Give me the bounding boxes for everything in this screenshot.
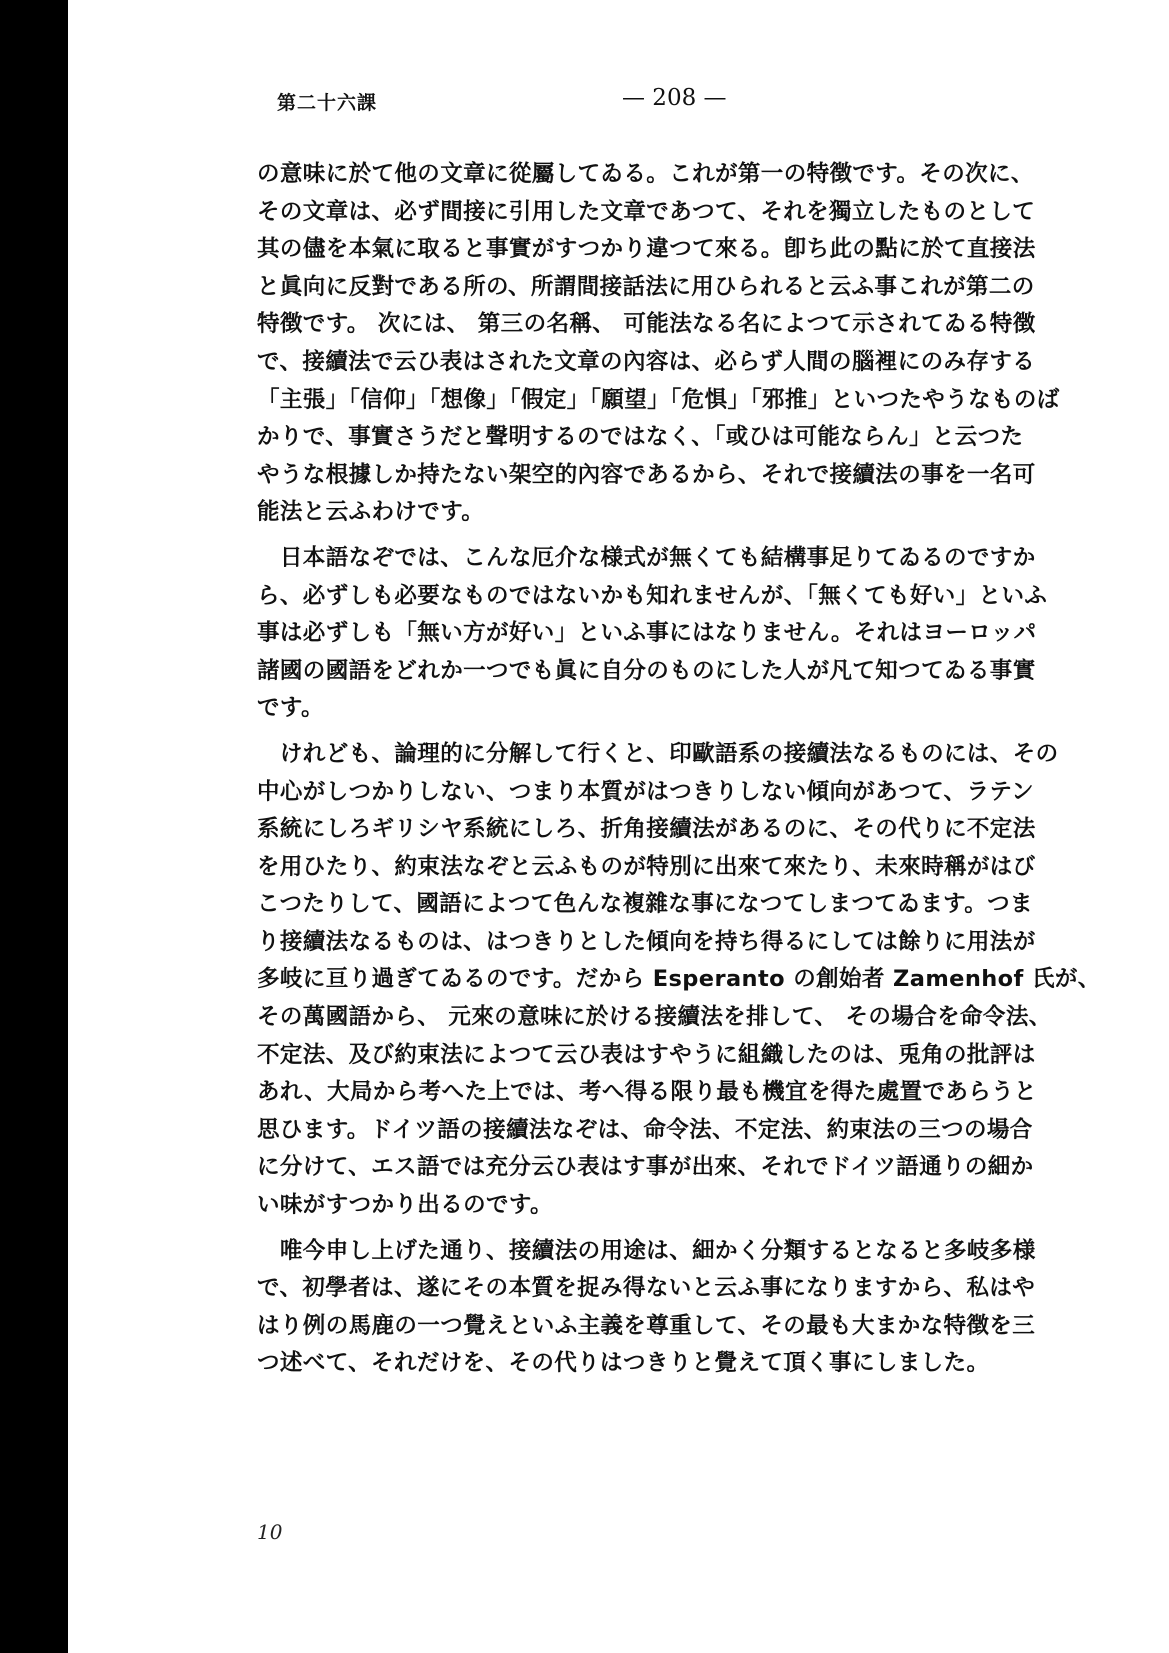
- text-line: 能法と云ふわけです。: [257, 499, 485, 526]
- text-line: 系統にしろギリシヤ系統にしろ、折角接續法があるのに、その代りに不定法: [257, 816, 1036, 843]
- text-line: つ述べて、それだけを、その代りはつきりと覺えて頂く事にしました。: [257, 1350, 990, 1377]
- text-line: です。: [257, 695, 324, 722]
- text-line: その萬國語から、 元來の意味に於ける接續法を排して、 その場合を命令法、: [257, 1004, 1052, 1031]
- text-line: はり例の馬鹿の一つ覺えといふ主義を尊重して、その最も大まかな特徴を三: [257, 1312, 1036, 1339]
- text-line: 特徴です。 次には、 第三の名稱、 可能法なる名によつて示されてゐる特徴: [257, 311, 1036, 338]
- text-line: の意味に於て他の文章に從屬してゐる。これが第一の特徴です。その次に、: [257, 161, 1034, 187]
- text-line: 中心がしつかりしない、つまり本質がはつきりしない傾向があつて、ラテン: [257, 778, 1035, 805]
- text-line: 諸國の國語をどれか一つでも眞に自分のものにした人が凡て知つてゐる事實: [257, 657, 1036, 684]
- text-line: を用ひたり、約束法なぞと云ふものが特別に出來て來たり、未來時稱がはび: [257, 853, 1036, 880]
- text-line: で、接續法で云ひ表はされた文章の內容は、必らず人間の腦裡にのみ存する: [257, 348, 1036, 375]
- text-line: 日本語なぞでは、こんな厄介な様式が無くても結構事足りてゐるのですか: [257, 544, 1036, 571]
- paragraph: [257, 540, 1117, 728]
- text-line: あれ、大局から考へた上では、考へ得る限り最も機宜を得た處置であらうと: [257, 1079, 1037, 1106]
- text-line: その文章は、必ず間接に引用した文章であつて、それを獨立したものとして: [257, 198, 1036, 225]
- text-line: こつたりして、國語によつて色んな複雜な事になつてしまつてゐます。つま: [257, 891, 1033, 918]
- text-line: 多岐に亘り過ぎてゐるのです。だから Esperanto の創始者 Zamenhof 氏が、: [257, 966, 1101, 993]
- text-line: やうな根據しか持たない架空的內容であるから、それで接續法の事を一名可: [257, 461, 1036, 488]
- footer-mark: 10: [257, 1520, 283, 1544]
- text-line: 思ひます。ドイツ語の接續法なぞは、命令法、不定法、約束法の三つの場合: [257, 1116, 1033, 1143]
- text-line: 其の儘を本氣に取ると事實がすつかり違つて來る。卽ち此の點に於て直接法: [257, 236, 1036, 263]
- page-number: — 208 —: [622, 85, 727, 111]
- text-line: に分けて、エス語では充分云ひ表はす事が出來、それでドイツ語通りの細か: [257, 1154, 1034, 1181]
- page-header: [277, 85, 1077, 128]
- text-line: で、初學者は、遂にその本質を捉み得ないと云ふ事になりますから、私はや: [257, 1275, 1036, 1302]
- text-line: 不定法、及び約束法によつて云ひ表はすやうに組織したのは、兎角の批評は: [257, 1041, 1036, 1068]
- text-line: かりで、事實さうだと聲明するのではなく、「或ひは可能ならん」と云つた: [257, 424, 1024, 451]
- paragraph: [257, 1233, 1117, 1383]
- text-line: 事は必ずしも「無い方が好い」といふ事にはなりません。それはヨーロッパ: [257, 620, 1037, 647]
- text-line: 唯今申し上げた通り、接續法の用途は、細かく分類するとなると多岐多様: [257, 1237, 1036, 1264]
- text-line: り接續法なるものは、はつきりとした傾向を持ち得るにしては餘りに用法が: [257, 928, 1036, 955]
- text-line: ら、必ずしも必要なものではないかも知れませんが、「無くても好い」といふ: [257, 582, 1048, 609]
- text-line: と眞向に反對である所の、所謂間接話法に用ひられると云ふ事これが第二の: [257, 273, 1035, 300]
- text-line: けれども、論理的に分解して行くと、印歐語系の接續法なるものには、その: [257, 740, 1059, 767]
- text-line: い味がすつかり出るのです。: [257, 1192, 553, 1219]
- body-text: [257, 156, 1117, 1391]
- paragraph: [257, 156, 1117, 532]
- scan-left-border: [0, 0, 68, 1653]
- text-line: 「主張」「信仰」「想像」「假定」「願望」「危惧」「邪推」といつたやうなものば: [257, 386, 1060, 413]
- lesson-label: 第二十六課: [277, 92, 378, 114]
- paragraph: [257, 736, 1117, 1225]
